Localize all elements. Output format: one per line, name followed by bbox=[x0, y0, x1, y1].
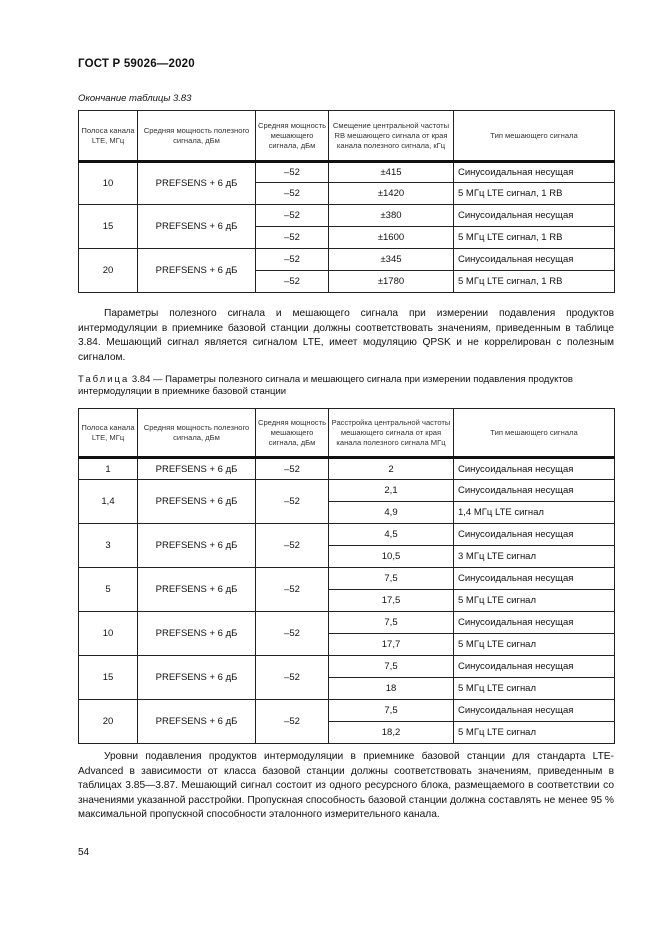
table-row bbox=[79, 480, 615, 502]
type-cell: Синусоидальная несущая bbox=[454, 612, 615, 634]
band-cell: 15 bbox=[79, 656, 138, 700]
document-header: ГОСТ Р 59026—2020 bbox=[78, 58, 195, 70]
type-cell: 5 МГц LTE сигнал bbox=[454, 634, 615, 656]
table1 bbox=[78, 110, 615, 293]
table2-col-header: Расстройка центральной частоты мешающего сигнала от края канала полезного сигнала МГц bbox=[329, 409, 454, 458]
band-cell: 20 bbox=[79, 249, 138, 293]
interf-cell: –52 bbox=[256, 524, 329, 568]
offset-cell: ±345 bbox=[329, 249, 454, 271]
table1-caption: Окончание таблицы 3.83 bbox=[78, 93, 192, 104]
offset-cell: ±415 bbox=[329, 162, 454, 183]
table1-col-header: Полоса канала LTE, МГц bbox=[79, 111, 138, 162]
table-row bbox=[79, 524, 615, 546]
interf-cell: –52 bbox=[256, 183, 329, 205]
table1-col-header: Средняя мощность полезного сигнала, дБм bbox=[138, 111, 256, 162]
band-cell: 3 bbox=[79, 524, 138, 568]
band-cell: 5 bbox=[79, 568, 138, 612]
band-cell: 10 bbox=[79, 612, 138, 656]
table1-header-row bbox=[79, 111, 615, 162]
table2-caption-text: 3.84 — Параметры полезного сигнала и мешающего сигнала при измерении подавления продуктов интермодуляции в приемнике базовой станции bbox=[78, 374, 573, 397]
table2-col-header: Средняя мощность мешающего сигнала, дБм bbox=[256, 409, 329, 458]
power-cell: PREFSENS + 6 дБ bbox=[138, 458, 256, 480]
table2-col-header: Средняя мощность полезного сигнала, дБм bbox=[138, 409, 256, 458]
table-row bbox=[79, 568, 615, 590]
paragraph-text: Параметры полезного сигнала и мешающего сигнала при измерении подавления продуктов интермодуляции в приемнике базовой станции должны соответствовать значениям, приведенным в таблице 3.84. Мешающий сигнал является сигналом LTE, имеет модуляцию QPSK и не коррелирован с полезным сигналом. bbox=[78, 308, 614, 363]
table-row bbox=[79, 162, 615, 183]
power-cell: PREFSENS + 6 дБ bbox=[138, 205, 256, 249]
table1-col-header: Смещение центральной частоты RB мешающего сигнала от края канала полезного сигнала, кГц bbox=[329, 111, 454, 162]
table2-caption bbox=[78, 374, 614, 398]
interf-cell: –52 bbox=[256, 656, 329, 700]
paragraph bbox=[78, 307, 614, 365]
offset-cell: 7,5 bbox=[329, 568, 454, 590]
power-cell: PREFSENS + 6 дБ bbox=[138, 700, 256, 744]
type-cell: 1,4 МГц LTE сигнал bbox=[454, 502, 615, 524]
type-cell: 5 МГц LTE сигнал bbox=[454, 590, 615, 612]
power-cell: PREFSENS + 6 дБ bbox=[138, 656, 256, 700]
table1-col-header: Средняя мощность мешающего сигнала, дБм bbox=[256, 111, 329, 162]
offset-cell: ±1600 bbox=[329, 227, 454, 249]
type-cell: Синусоидальная несущая bbox=[454, 480, 615, 502]
table2-col-header: Полоса канала LTE, МГц bbox=[79, 409, 138, 458]
type-cell: 5 МГц LTE сигнал, 1 RB bbox=[454, 183, 615, 205]
offset-cell: 2 bbox=[329, 458, 454, 480]
offset-cell: 7,5 bbox=[329, 656, 454, 678]
type-cell: 5 МГц LTE сигнал, 1 RB bbox=[454, 271, 615, 293]
band-cell: 20 bbox=[79, 700, 138, 744]
table-row bbox=[79, 205, 615, 227]
power-cell: PREFSENS + 6 дБ bbox=[138, 568, 256, 612]
table-row bbox=[79, 700, 615, 722]
type-cell: 3 МГц LTE сигнал bbox=[454, 546, 615, 568]
table-row bbox=[79, 249, 615, 271]
offset-cell: 17,5 bbox=[329, 590, 454, 612]
interf-cell: –52 bbox=[256, 162, 329, 183]
table2-col-header: Тип мешающего сигнала bbox=[454, 409, 615, 458]
type-cell: Синусоидальная несущая bbox=[454, 249, 615, 271]
page-number: 54 bbox=[78, 847, 90, 858]
offset-cell: ±380 bbox=[329, 205, 454, 227]
interf-cell: –52 bbox=[256, 612, 329, 656]
interf-cell: –52 bbox=[256, 480, 329, 524]
type-cell: Синусоидальная несущая bbox=[454, 700, 615, 722]
type-cell: 5 МГц LTE сигнал, 1 RB bbox=[454, 227, 615, 249]
table-row bbox=[79, 458, 615, 480]
power-cell: PREFSENS + 6 дБ bbox=[138, 480, 256, 524]
interf-cell: –52 bbox=[256, 249, 329, 271]
interf-cell: –52 bbox=[256, 700, 329, 744]
interf-cell: –52 bbox=[256, 271, 329, 293]
interf-cell: –52 bbox=[256, 568, 329, 612]
table2-caption-label: Таблица bbox=[78, 374, 130, 385]
power-cell: PREFSENS + 6 дБ bbox=[138, 249, 256, 293]
table2-header-row bbox=[79, 409, 615, 458]
offset-cell: 18 bbox=[329, 678, 454, 700]
type-cell: Синусоидальная несущая bbox=[454, 524, 615, 546]
type-cell: Синусоидальная несущая bbox=[454, 162, 615, 183]
type-cell: Синусоидальная несущая bbox=[454, 205, 615, 227]
power-cell: PREFSENS + 6 дБ bbox=[138, 612, 256, 656]
power-cell: PREFSENS + 6 дБ bbox=[138, 524, 256, 568]
offset-cell: 18,2 bbox=[329, 722, 454, 744]
table2 bbox=[78, 408, 615, 744]
type-cell: Синусоидальная несущая bbox=[454, 568, 615, 590]
power-cell: PREFSENS + 6 дБ bbox=[138, 162, 256, 205]
interf-cell: –52 bbox=[256, 227, 329, 249]
paragraph bbox=[78, 750, 614, 823]
interf-cell: –52 bbox=[256, 205, 329, 227]
offset-cell: 17,7 bbox=[329, 634, 454, 656]
type-cell: 5 МГц LTE сигнал bbox=[454, 678, 615, 700]
offset-cell: 4,9 bbox=[329, 502, 454, 524]
offset-cell: 10,5 bbox=[329, 546, 454, 568]
offset-cell: ±1420 bbox=[329, 183, 454, 205]
type-cell: Синусоидальная несущая bbox=[454, 458, 615, 480]
paragraph-text: Уровни подавления продуктов интермодуляции в приемнике базовой станции для стандарта LTE-Advanced в зависимости от класса базовой станции должны соответствовать значениям, приведенным в таблицах 3.85—3.87. Мешающий сигнал состоит из одного ресурсного блока, размещаемого в соответствии со значениями указанной расстройки. Пропускная способность базовой станции должна составлять не менее 95 % максимальной пропускной способности эталонного измерительного канала. bbox=[78, 751, 614, 821]
table1-col-header: Тип мешающего сигнала bbox=[454, 111, 615, 162]
offset-cell: 7,5 bbox=[329, 612, 454, 634]
band-cell: 1,4 bbox=[79, 480, 138, 524]
table-row bbox=[79, 612, 615, 634]
offset-cell: ±1780 bbox=[329, 271, 454, 293]
interf-cell: –52 bbox=[256, 458, 329, 480]
band-cell: 15 bbox=[79, 205, 138, 249]
band-cell: 1 bbox=[79, 458, 138, 480]
type-cell: Синусоидальная несущая bbox=[454, 656, 615, 678]
offset-cell: 4,5 bbox=[329, 524, 454, 546]
band-cell: 10 bbox=[79, 162, 138, 205]
table-row bbox=[79, 656, 615, 678]
offset-cell: 7,5 bbox=[329, 700, 454, 722]
offset-cell: 2,1 bbox=[329, 480, 454, 502]
type-cell: 5 МГц LTE сигнал bbox=[454, 722, 615, 744]
